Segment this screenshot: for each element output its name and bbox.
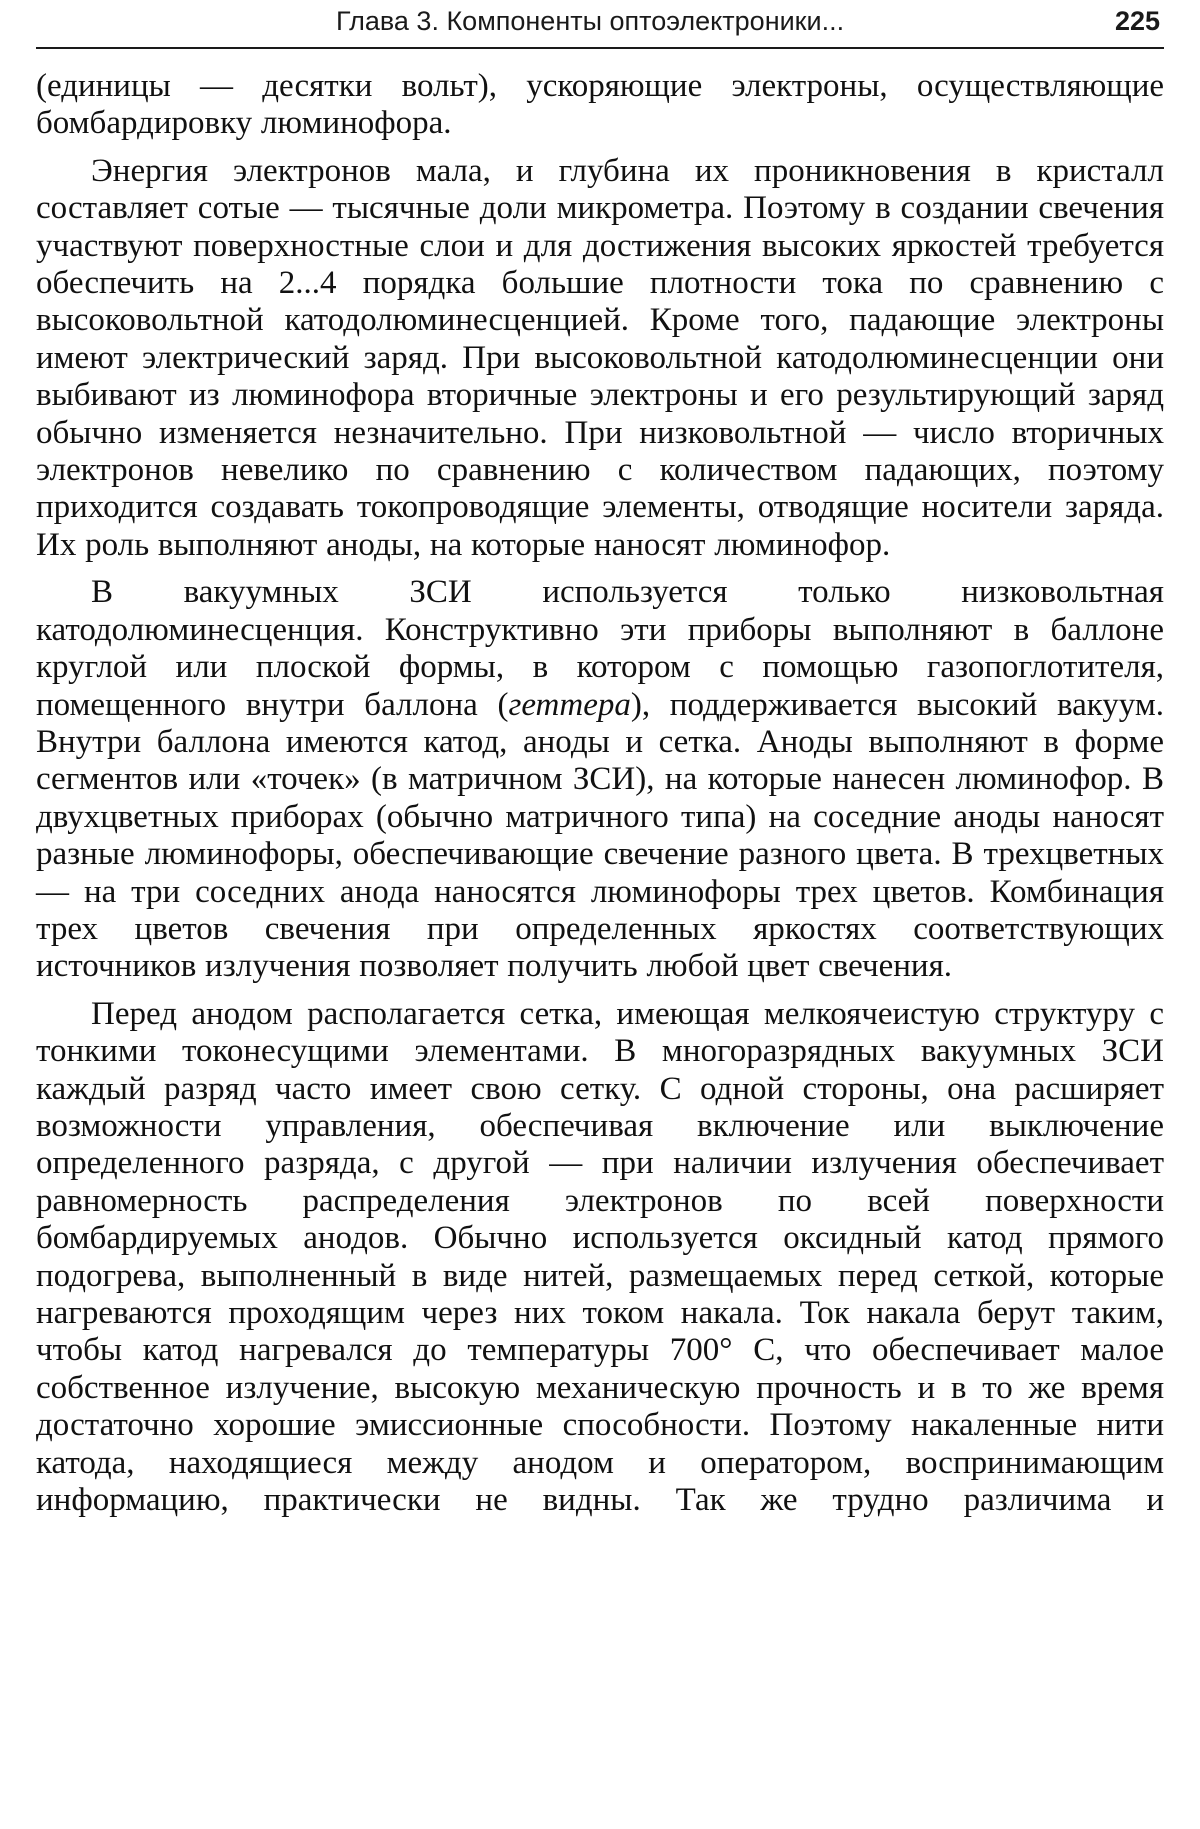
paragraph-vacuum-indicators [36,574,1164,985]
chapter-title: Глава 3. Компоненты оптоэлектроники... [336,6,845,36]
paragraph-electron-energy: Энергия электронов мала, и глубина их проникновения в кристалл составляет сотые — тысячные доли микрометра. Поэтому в создании свечения участвуют поверхностные слои и для достижения высоких яркостей требуется обеспечить на 2...4 порядка большие плотности тока по сравнению с высоковольтной катодолюминесценцией. Кроме того, падающие электроны имеют электрический заряд. При высоковольтной катодолюминесценции они выбивают из люминофора вторичные электроны и его результирующий заряд обычно изменяется незначительно. При низковольтной — число вторичных электронов невелико по сравнению с количеством падающих, поэтому приходится создавать токопроводящие элементы, отводящие носители заряда. Их роль выполняют аноды, на которые наносят люминофор. [36,152,1164,563]
paragraph-text-part: В вакуумных ЗСИ используется только низковольтная катодолюминесценция. Конструктивно эти приборы выполняют в баллоне круглой или плоской формы, в котором с помощью газопоглотителя, помещенного внутри баллона ( [36,574,1164,723]
paragraph-text-part: ), поддерживается высокий вакуум. Внутри баллона имеются катод, аноды и сетка. Аноды выполняют в форме сегментов или «точек» (в матричном ЗСИ), на которые нанесен люминофор. В двухцветных приборах (обычно матричного типа) на соседние аноды наносят разные люминофоры, обеспечивающие свечение разного цвета. В трехцветных — на три соседних анода наносятся люминофоры трех цветов. Комбинация трех цветов свечения при определенных яркостях соответствующих источников излучения позволяет получить любой цвет свечения. [36,686,1164,985]
body-text [36,68,1164,1529]
paragraph-continuation: (единицы — десятки вольт), ускоряющие электроны, осуществляющие бомбардировку люминофора. [36,68,1164,142]
paragraph-grid-and-cathode: Перед анодом располагается сетка, имеющая мелкоячеистую структуру с тонкими токонесущими элементами. В многоразрядных вакуумных ЗСИ каждый разряд часто имеет свою сетку. С одной стороны, она расширяет возможности управления, обеспечивая включение или выключение определенного разряда, с другой — при наличии излучения обеспечивает равномерность распределения электронов по всей поверхности бомбардируемых анодов. Обычно используется оксидный катод прямого подогрева, выполненный в виде нитей, размещаемых перед сеткой, которые нагреваются проходящим через них током накала. Ток накала берут таким, чтобы катод нагревался до температуры 700° С, что обеспечивает малое собственное излучение, высокую механическую прочность и в то же время достаточно хорошие эмиссионные способности. Поэтому накаленные нити катода, находящиеся между анодом и оператором, воспринимающим информацию, практически не видны. Так же трудно различима и [36,995,1164,1519]
page-number: 225 [1114,6,1160,36]
book-page [36,0,1164,1829]
emphasized-term: геттера [508,686,631,723]
header-divider [36,47,1164,49]
running-header [336,6,1160,46]
